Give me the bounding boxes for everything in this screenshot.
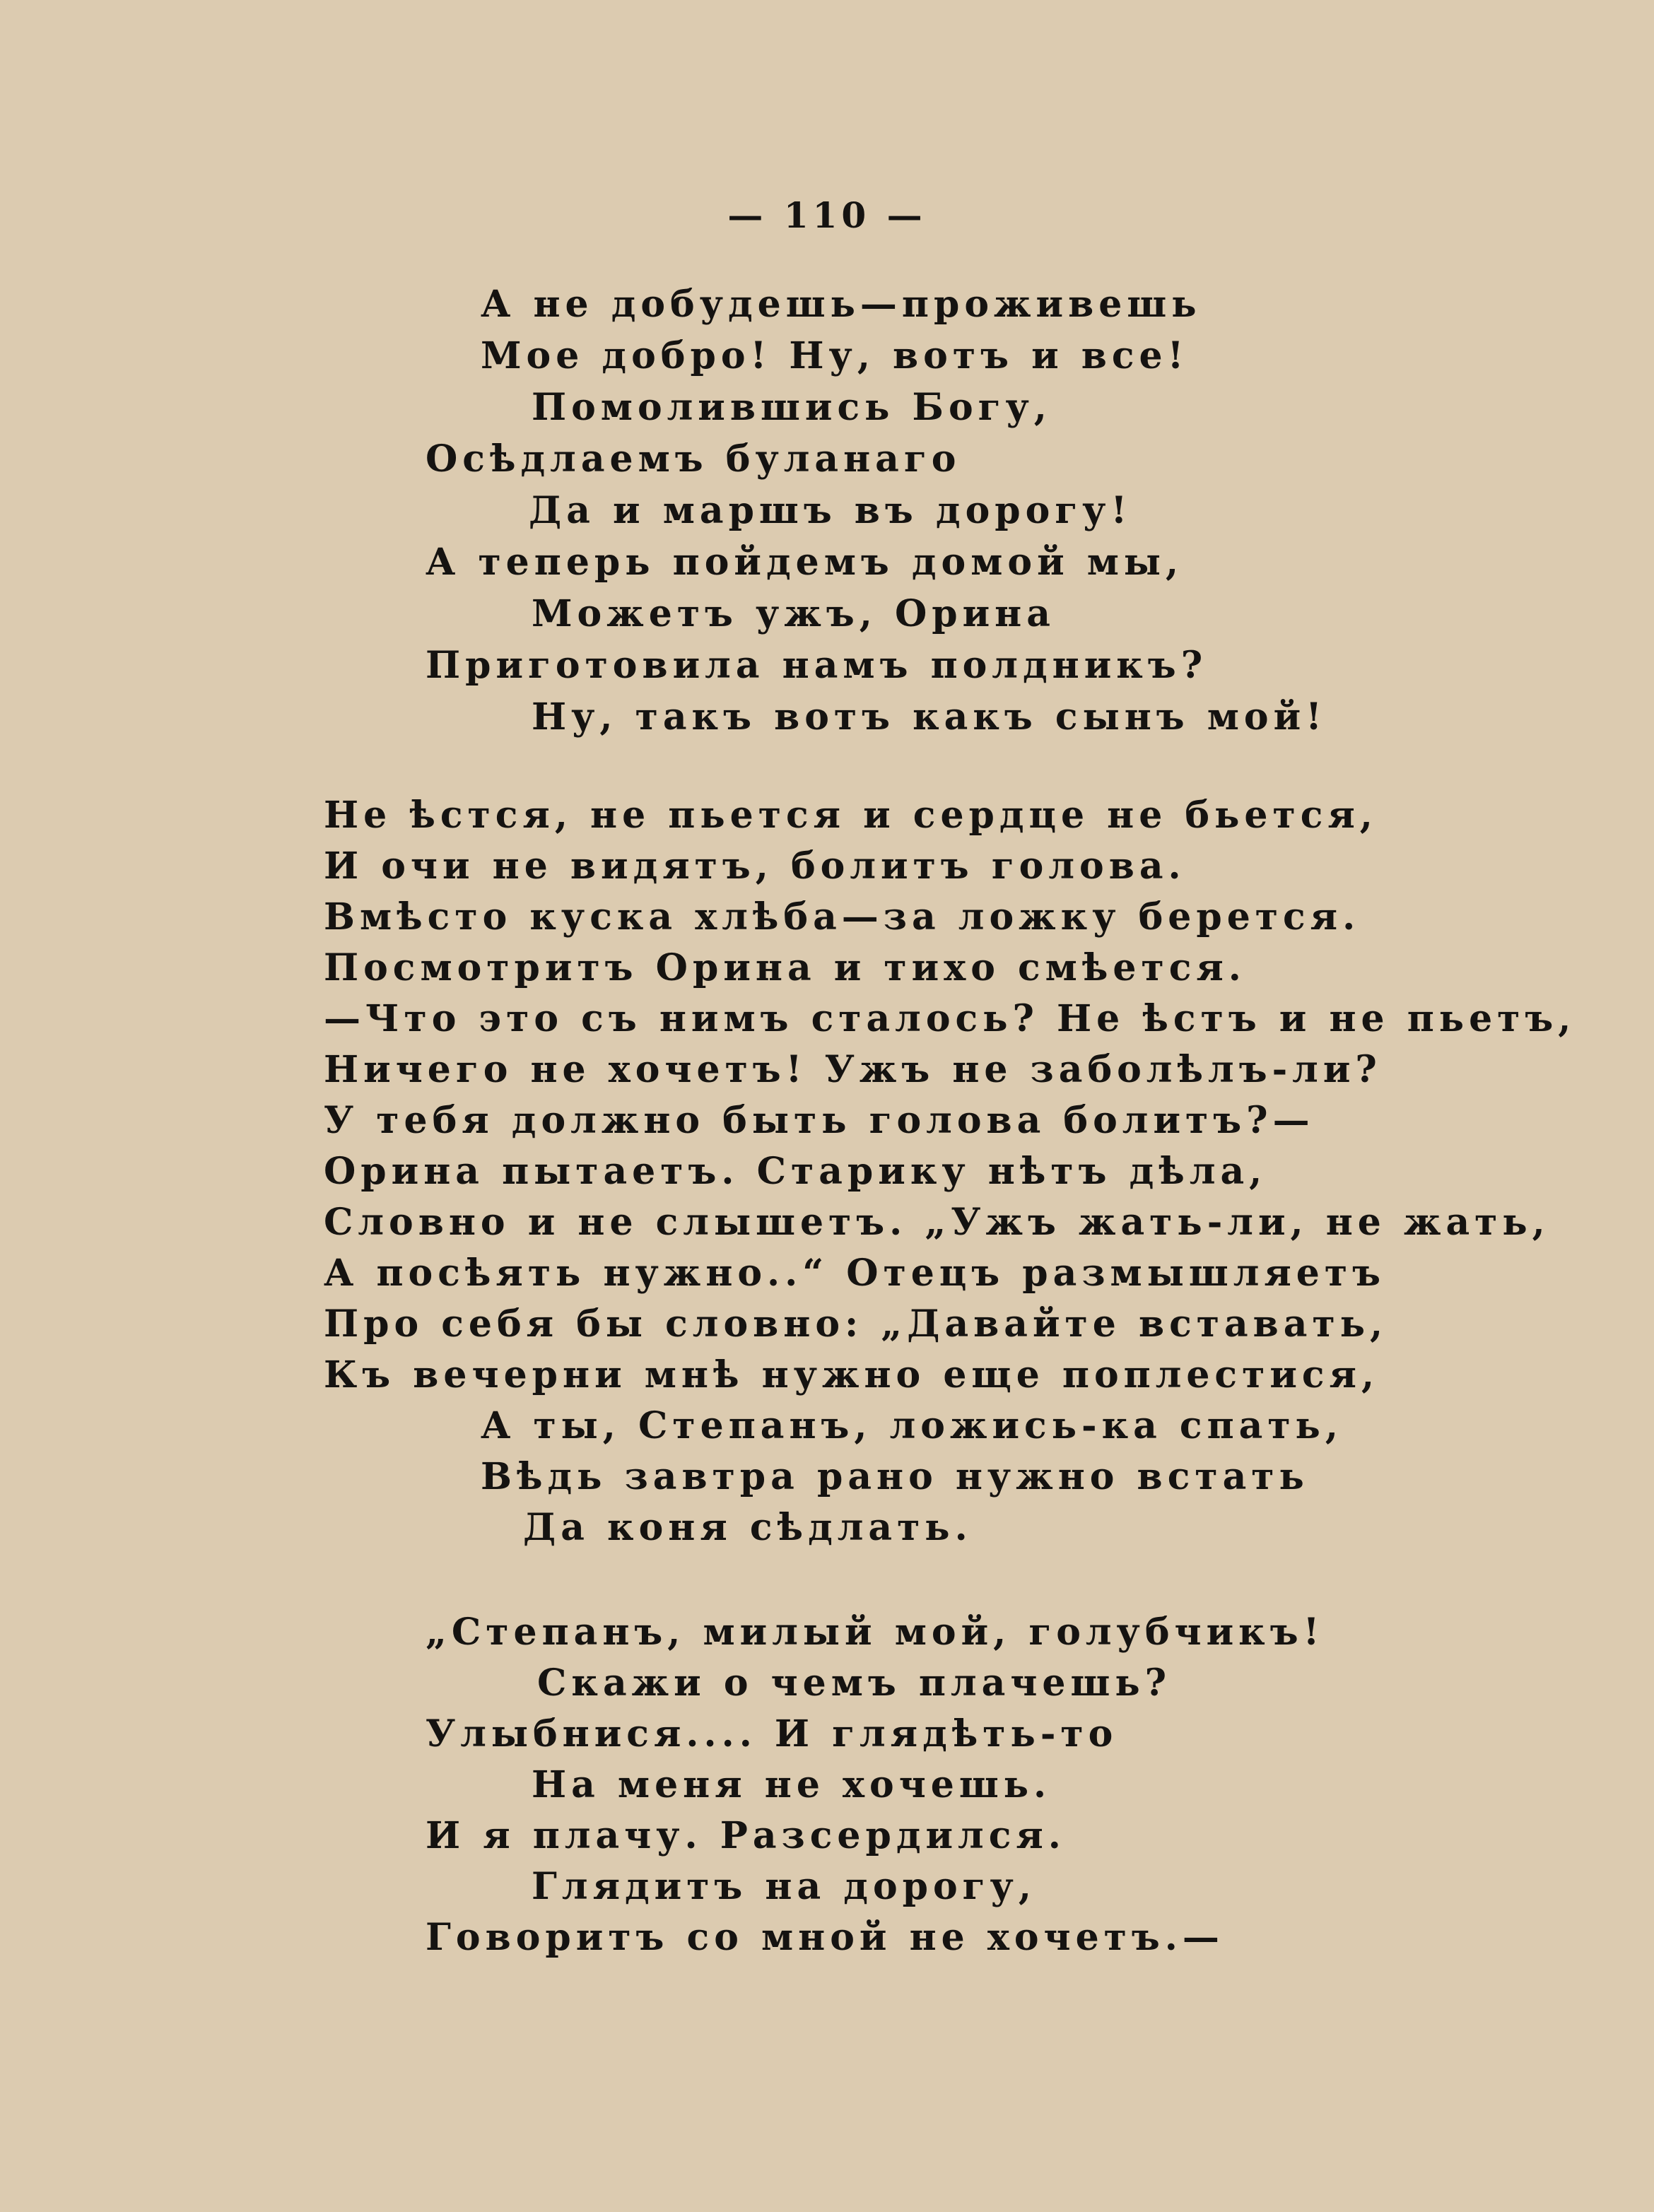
poem-line: Ничего не хочетъ! Ужъ не заболѣлъ-ли? bbox=[324, 1048, 1382, 1091]
poem-line: На меня не хочешь. bbox=[532, 1763, 1052, 1806]
poem-line: У тебя должно быть голова болитъ?— bbox=[324, 1099, 1315, 1142]
poem-line: А посѣять нужно..“ Отецъ размышляетъ bbox=[324, 1252, 1385, 1295]
poem-line: „Степанъ, милый мой, голубчикъ! bbox=[426, 1611, 1325, 1654]
poem-line: Скажи о чемъ плачешь? bbox=[537, 1661, 1172, 1705]
poem-line: Да коня сѣдлать. bbox=[523, 1506, 973, 1549]
poem-line: Мое добро! Ну, вотъ и все! bbox=[481, 334, 1189, 377]
poem-line: Улыбнися.... И глядѣть-то bbox=[426, 1712, 1118, 1755]
poem-line: Вмѣсто куска хлѣба—за ложку берется. bbox=[324, 895, 1361, 939]
poem-line: Орина пытаетъ. Старику нѣтъ дѣла, bbox=[324, 1150, 1267, 1193]
poem-line: А ты, Степанъ, ложись-ка спать, bbox=[481, 1404, 1343, 1447]
poem-line: А не добудешь—проживешь bbox=[481, 283, 1202, 326]
poem-line: И я плачу. Разсердился. bbox=[426, 1814, 1066, 1857]
poem-line: Не ѣстся, не пьется и сердце не бьется, bbox=[324, 794, 1378, 837]
poem-line: Про себя бы словно: „Давайте вставать, bbox=[324, 1302, 1388, 1346]
poem-line: Глядитъ на дорогу, bbox=[532, 1865, 1036, 1908]
poem-line: Можетъ ужъ, Орина bbox=[532, 592, 1055, 635]
poem-line: Помолившись Богу, bbox=[532, 386, 1052, 429]
poem-line: А теперь пойдемъ домой мы, bbox=[426, 541, 1184, 584]
poem-line: —Что это съ нимъ сталось? Не ѣстъ и не пьетъ, bbox=[324, 997, 1576, 1040]
poem-line: Да и маршъ въ дорогу! bbox=[529, 489, 1132, 532]
poem-line: Вѣдь завтра рано нужно встать bbox=[481, 1455, 1309, 1498]
poem-line: Къ вечерни мнѣ нужно еще поплестися, bbox=[324, 1353, 1380, 1396]
poem-line: Говоритъ со мной не хочетъ.— bbox=[426, 1916, 1224, 1959]
poem-line: Посмотритъ Орина и тихо смѣется. bbox=[324, 946, 1246, 989]
poem-line: Приготовила намъ полдникъ? bbox=[426, 644, 1208, 687]
page-number: — 110 — bbox=[727, 194, 927, 236]
poem-line: Словно и не слышетъ. „Ужъ жать-ли, не жать, bbox=[324, 1201, 1550, 1244]
poem-line: И очи не видятъ, болитъ голова. bbox=[324, 845, 1186, 888]
poem-line: Ну, такъ вотъ какъ сынъ мой! bbox=[532, 695, 1327, 739]
poem-line: Осѣдлаемъ буланаго bbox=[426, 437, 961, 481]
